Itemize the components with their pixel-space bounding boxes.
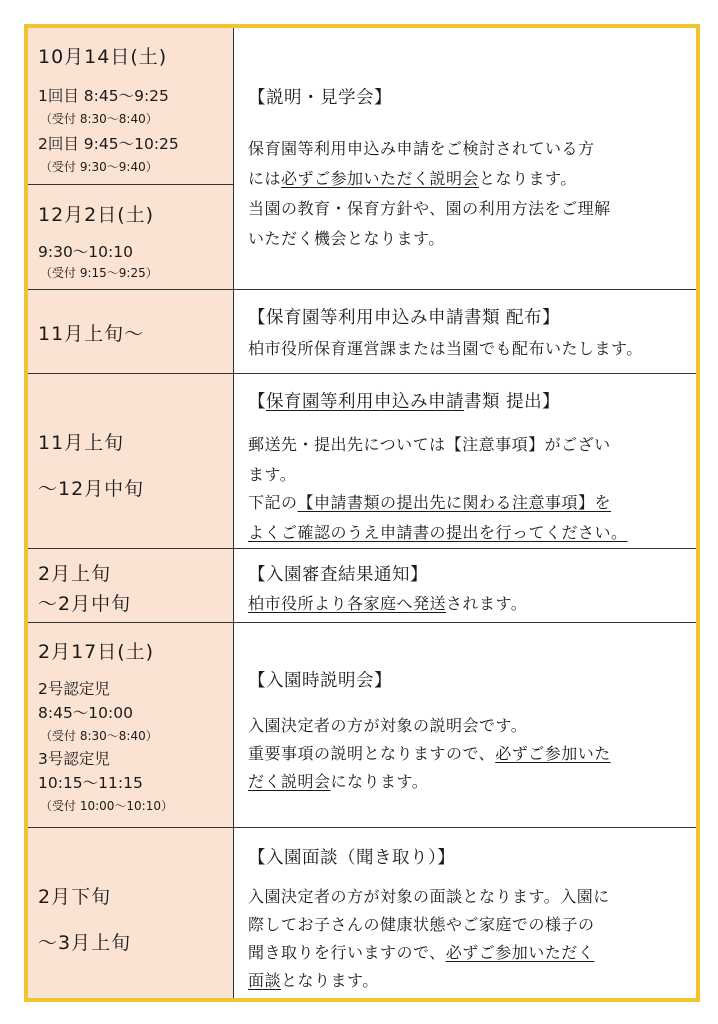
date-label: 2月17日(土) bbox=[38, 641, 155, 663]
emphasis-text: 面談 bbox=[248, 971, 282, 990]
date-label: 〜3月上旬 bbox=[38, 932, 132, 954]
description-cell bbox=[234, 374, 696, 548]
description-line: 柏市役所より各家庭へ発送されます。 bbox=[248, 594, 528, 613]
reception-label: （受付 8:30〜8:40） bbox=[40, 729, 158, 743]
description-line: 柏市役所保育運営課または当園でも配布いたします。 bbox=[248, 339, 643, 358]
date-cell bbox=[28, 828, 234, 998]
description-cell bbox=[234, 549, 696, 622]
description-line: いただく機会となります。 bbox=[248, 229, 445, 248]
emphasis-text: 保育園等利用申込み申請 bbox=[266, 392, 464, 412]
emphasis-text: 必ずご参加いただく説明会 bbox=[281, 169, 480, 188]
section-heading: 【入園審査結果通知】 bbox=[248, 565, 428, 585]
date-cell bbox=[28, 290, 234, 373]
description-cell bbox=[234, 828, 696, 998]
time-label: 1回目 8:45〜9:25 bbox=[38, 87, 169, 105]
date-cell bbox=[28, 374, 234, 548]
description-line: 保育園等利用申込み申請をご検討されている方 bbox=[248, 139, 595, 158]
section-heading: 【入園面談（聞き取り）】 bbox=[248, 848, 456, 868]
time-label: 2号認定児 bbox=[38, 680, 110, 698]
date-label: 2月下旬 bbox=[38, 886, 112, 908]
date-cell bbox=[28, 623, 234, 827]
time-label: 8:45〜10:00 bbox=[38, 704, 133, 722]
section-heading: 【保育園等利用申込み申請書類 配布】 bbox=[248, 308, 561, 328]
cell-divider bbox=[28, 184, 234, 185]
emphasis-text: だく説明会 bbox=[248, 772, 331, 791]
time-label: 10:15〜11:15 bbox=[38, 774, 143, 792]
description-line: 面談となります。 bbox=[248, 971, 379, 990]
description-line: 下記の【申請書類の提出先に関わる注意事項】を bbox=[248, 493, 612, 512]
table-row bbox=[28, 549, 696, 623]
date-label: 10月14日(土) bbox=[38, 46, 168, 68]
description-cell bbox=[234, 290, 696, 373]
section-heading: 【保育園等利用申込み申請書類 提出】 bbox=[248, 392, 561, 412]
emphasis-text: 必ずご参加いただく bbox=[445, 943, 595, 962]
emphasis-text: 【申請書類の提出先に関わる注意事項】を bbox=[297, 493, 612, 512]
description-line: 郵送先・提出先については【注意事項】がござい bbox=[248, 435, 611, 454]
description-line: ます。 bbox=[248, 465, 297, 484]
table-row bbox=[28, 828, 696, 998]
date-label: 11月上旬 bbox=[38, 432, 125, 454]
description-line: だく説明会になります。 bbox=[248, 772, 429, 791]
table-row bbox=[28, 290, 696, 374]
date-cell bbox=[28, 549, 234, 622]
emphasis-text: 必ずご参加いた bbox=[495, 744, 611, 763]
date-label: 〜2月中旬 bbox=[38, 593, 132, 615]
section-heading: 【説明・見学会】 bbox=[248, 88, 392, 108]
time-label: 3号認定児 bbox=[38, 750, 110, 768]
description-line: 入園決定者の方が対象の説明会です。 bbox=[248, 716, 528, 735]
date-label: 〜12月中旬 bbox=[38, 478, 145, 500]
reception-label: （受付 8:30〜8:40） bbox=[40, 112, 158, 126]
table-row bbox=[28, 623, 696, 828]
description-line: 際してお子さんの健康状態やご家庭での様子の bbox=[248, 915, 595, 934]
time-label: 9:30〜10:10 bbox=[38, 243, 133, 261]
time-label: 2回目 9:45〜10:25 bbox=[38, 135, 179, 153]
reception-label: （受付 9:30〜9:40） bbox=[40, 160, 158, 174]
section-heading: 【入園時説明会】 bbox=[248, 671, 392, 691]
description-line: 当園の教育・保育方針や、園の利用方法をご理解 bbox=[248, 199, 611, 218]
schedule-table bbox=[24, 24, 700, 1002]
date-cell bbox=[28, 28, 234, 289]
date-label: 2月上旬 bbox=[38, 563, 112, 585]
description-line: には必ずご参加いただく説明会となります。 bbox=[248, 169, 577, 188]
description-line: 重要事項の説明となりますので、必ずご参加いた bbox=[248, 744, 611, 763]
emphasis-text: 柏市役所より各家庭へ発送 bbox=[248, 594, 447, 613]
description-line: 入園決定者の方が対象の面談となります。入園に bbox=[248, 887, 610, 906]
date-label: 11月上旬〜 bbox=[38, 323, 145, 345]
description-line: 聞き取りを行いますので、必ずご参加いただく bbox=[248, 943, 595, 962]
description-line: よくご確認のうえ申請書の提出を行ってください。 bbox=[248, 523, 628, 542]
description-cell bbox=[234, 28, 696, 289]
reception-label: （受付 9:15〜9:25） bbox=[40, 266, 158, 280]
table-row bbox=[28, 28, 696, 290]
reception-label: （受付 10:00〜10:10） bbox=[40, 799, 173, 813]
description-cell bbox=[234, 623, 696, 827]
date-label: 12月2日(土) bbox=[38, 204, 155, 226]
table-row bbox=[28, 374, 696, 549]
